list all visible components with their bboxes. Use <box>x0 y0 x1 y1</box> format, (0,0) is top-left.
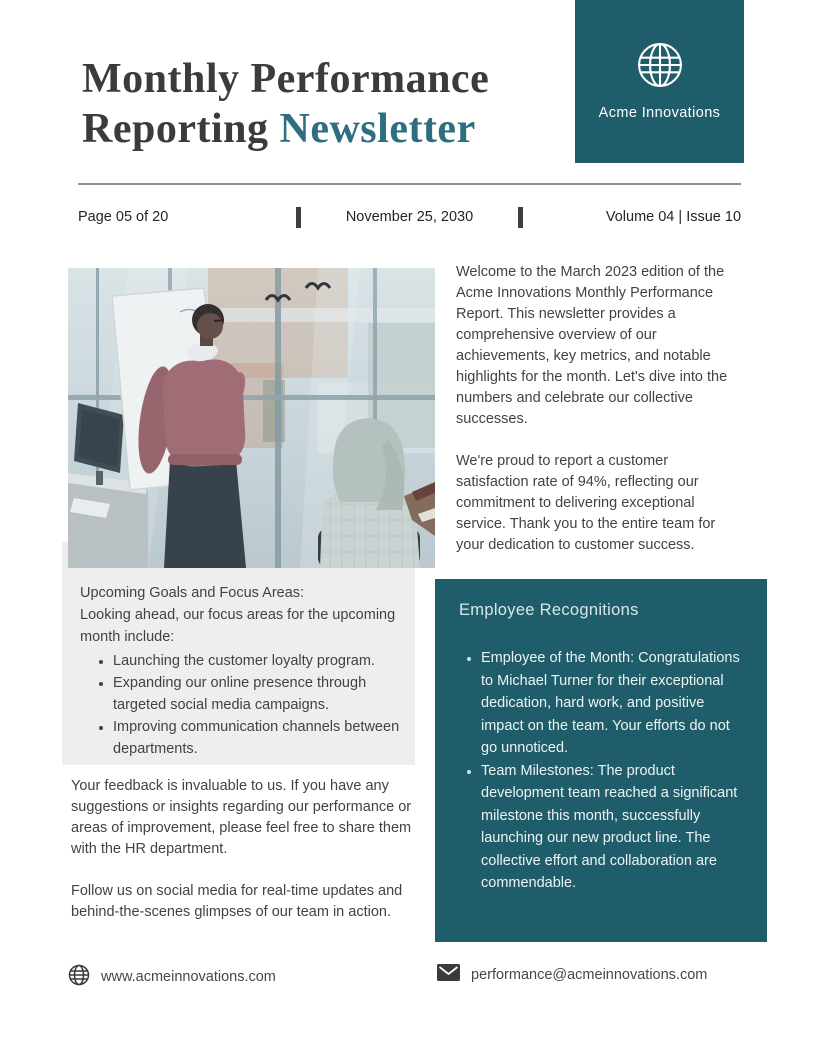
website-link[interactable]: www.acmeinnovations.com <box>101 969 276 985</box>
meta-row <box>78 203 741 231</box>
title-line1: Monthly Performance <box>82 56 490 102</box>
globe-icon <box>637 42 683 93</box>
goals-list <box>80 650 401 760</box>
goals-item: • Expanding our online presence through targeted social media campaigns. <box>113 672 401 716</box>
footer-website <box>68 964 276 990</box>
intro-paragraph-2: We're proud to report a customer satisfaction rate of 94%, reflecting our commitment to delivering exceptional service. Thank you to the entire team for your dedication to customer success. <box>456 453 716 553</box>
page-number: Page 05 of 20 <box>78 209 169 225</box>
intro-column <box>456 262 744 577</box>
issue-date: November 25, 2030 <box>345 209 474 225</box>
goals-item: • Launching the customer loyalty program. <box>113 650 401 672</box>
brand-logo-box <box>575 0 744 163</box>
goals-item: • Improving communication channels between departments. <box>113 716 401 760</box>
globe-icon <box>68 964 90 990</box>
closing-paragraph-2: Follow us on social media for real-time updates and behind-the-scenes glimpses of our team in action. <box>71 883 403 920</box>
page-title <box>82 54 562 154</box>
recognitions-list <box>459 647 749 895</box>
recognitions-heading: Employee Recognitions <box>459 601 639 619</box>
goals-intro: Looking ahead, our focus areas for the upcoming month include: <box>80 607 396 645</box>
closing-paragraph-1: Your feedback is invaluable to us. If you have any suggestions or insights regarding our performance or areas of improvement, please feel free to share them with the HR department. <box>71 778 412 857</box>
recognition-item: • Employee of the Month: Congratulations to Michael Turner for their exceptional dedication, hard work, and positive impact on the team. Your efforts do not go unnoticed. <box>481 647 749 760</box>
title-accent: Newsletter <box>279 106 476 152</box>
goals-panel <box>62 542 415 765</box>
closing-column <box>71 776 421 944</box>
brand-name: Acme Innovations <box>598 105 721 121</box>
email-link[interactable]: performance@acmeinnovations.com <box>471 966 708 983</box>
footer-email <box>437 964 707 985</box>
office-meeting-photo <box>68 268 435 568</box>
goals-heading: Upcoming Goals and Focus Areas: <box>80 585 305 601</box>
recognitions-panel <box>435 579 767 942</box>
recognition-item: • Team Milestones: The product development team reached a significant milestone this month, successfully launching our new product line. The collective effort and collaboration are commendable. <box>481 760 749 895</box>
header-divider <box>78 183 741 185</box>
intro-paragraph-1: Welcome to the March 2023 edition of the Acme Innovations Monthly Performance Report. This newsletter provides a comprehensive overview of our achievements, key metrics, and notable highlights for the month. Let's dive into the numbers and celebrate our collective successes. <box>456 264 728 427</box>
volume-issue: Volume 04 | Issue 10 <box>605 209 742 225</box>
title-line2-dark: Reporting <box>82 106 269 152</box>
envelope-icon <box>437 964 460 985</box>
